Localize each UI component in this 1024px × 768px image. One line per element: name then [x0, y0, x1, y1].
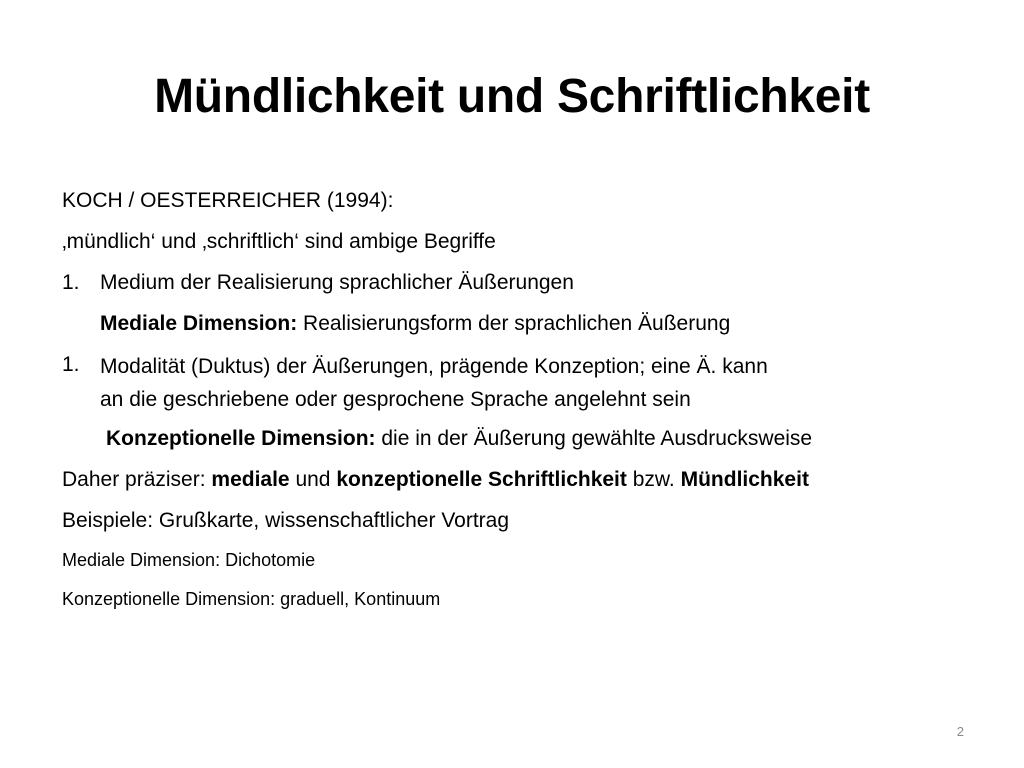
therefore-bold-1: mediale	[211, 468, 290, 491]
ambiguity-line: ‚mündlich‘ und ‚schriftlich‘ sind ambige Begriffe	[62, 230, 496, 253]
conceptual-dimension-text: die in der Äußerung gewählte Ausdrucksweise	[375, 427, 813, 450]
list-item-text-line1: Modalität (Duktus) der Äußerungen, prägende Konzeption; eine Ä. kann	[100, 355, 768, 378]
therefore-bold-3: Mündlichkeit	[680, 468, 809, 491]
list-item-modality	[62, 350, 982, 416]
source-line: KOCH / OESTERREICHER (1994):	[62, 189, 394, 212]
therefore-text-1: Daher präziser:	[62, 468, 212, 491]
list-item-text: Medium der Realisierung sprachlicher Äußerungen	[100, 271, 574, 294]
medial-dimension-label: Mediale Dimension:	[100, 312, 298, 335]
therefore-text-3: bzw.	[626, 468, 681, 491]
therefore-text-2: und	[289, 468, 337, 491]
page-number: 2	[956, 724, 964, 739]
therefore-bold-2: konzeptionelle Schriftlichkeit	[336, 468, 627, 491]
list-item-text	[100, 350, 982, 416]
list-item-text-line2: an die geschriebene oder gesprochene Sprache angelehnt sein	[100, 388, 691, 411]
medial-dimension-text: Realisierungsform der sprachlichen Äußerung	[297, 312, 731, 335]
medial-dimension-line	[62, 309, 982, 338]
conceptual-continuum-line: Konzeptionelle Dimension: graduell, Kontinuum	[62, 589, 441, 609]
conceptual-dimension-line	[62, 424, 982, 453]
conceptual-dimension-label: Konzeptionelle Dimension:	[106, 427, 376, 450]
slide-body	[62, 186, 982, 625]
list-number: 1.	[62, 271, 80, 294]
therefore-line	[62, 465, 982, 494]
examples-line: Beispiele: Grußkarte, wissenschaftlicher Vortrag	[62, 509, 510, 532]
list-number: 1.	[62, 353, 80, 376]
list-item-medium	[62, 268, 982, 297]
medial-dichotomy-line: Mediale Dimension: Dichotomie	[62, 550, 316, 570]
slide-title: Mündlichkeit und Schriftlichkeit	[154, 70, 870, 123]
